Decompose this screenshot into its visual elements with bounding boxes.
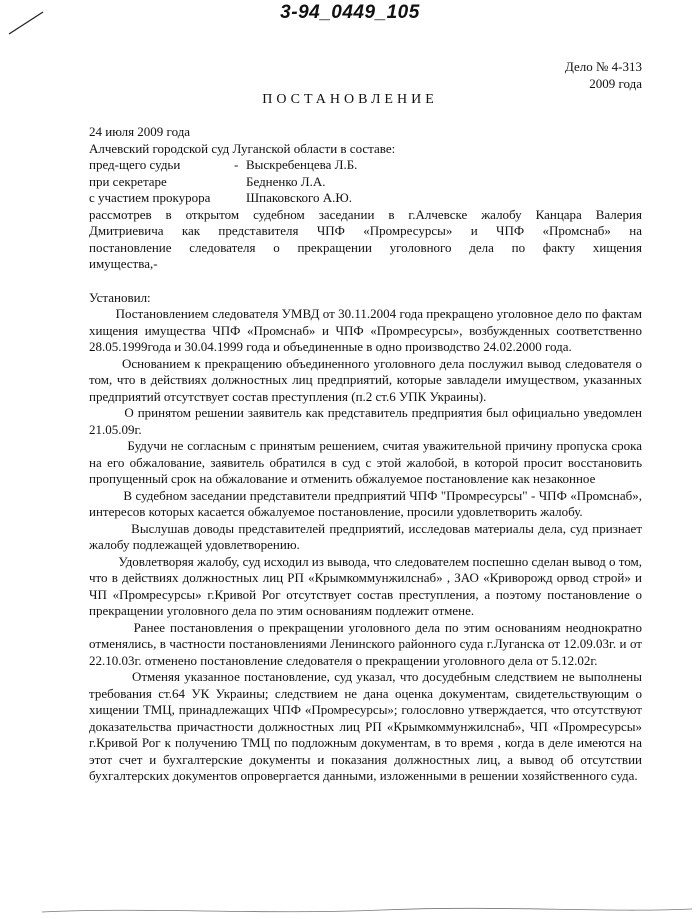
composition-person: Выскребенцева Л.Б. xyxy=(246,157,358,172)
paragraph-text: О принятом решении заявитель как представитель предприятия был официально уведомлен 21.05.09г. xyxy=(89,405,642,437)
paragraph xyxy=(89,785,642,802)
intro-line: постановление следователя о прекращении уголовного дела по факту хищения xyxy=(89,239,642,255)
composition-role: пред-щего судьи xyxy=(89,157,181,172)
section-heading: Установил: xyxy=(89,289,151,305)
composition-dot xyxy=(234,174,246,191)
document-title: ПОСТАНОВЛЕНИЕ xyxy=(262,92,438,107)
paragraph-text: Основанием к прекращению объединенного уголовного дела послужил вывод следователя о том, что в действиях должностных лиц предприятий, которые завладели имуществом, указанных предприятий отсутствует состав преступления (п.2 ст.6 УПК Украины). xyxy=(89,355,642,404)
signature-squiggle xyxy=(2,904,700,918)
document-body xyxy=(89,124,642,801)
intro-line: имущества,- xyxy=(89,256,158,271)
paragraph-text: Отменяя указанное постановление, суд указал, что досудебным следствием не выполнены требования ст.64 УК Украины; следствием не дана оценка документам, свидетельствующим о хищении ТМЦ, принадлежащих ЧПФ «Промресурсы»; голословно утверждается, что отсутствуют доказательства причастности должностных лиц РП «Крымкоммунжилснаб», ЧП «Промресурсы» г.Кривой Рог к получению ТМЦ по подложным документам, в то время , когда в деле имеются на этот счет и бухгалтерские документы и показания должностных лиц, а вывод об отсутствии бухгалтерских документов опровергается данными, изложенными в решении хозяйственного суда. xyxy=(89,669,643,783)
composition-row xyxy=(89,157,642,174)
paragraph-text: В судебном заседании представители предприятий ЧПФ "Промресурсы" - ЧПФ «Промснаб», интересов которых касается обжалуемое постановление, просили удовлетворить жалобу. xyxy=(89,487,642,519)
date-line: 24 июля 2009 года xyxy=(89,124,191,139)
case-stamp: 3-94_0449_105 xyxy=(280,2,420,23)
composition-dot xyxy=(234,190,246,207)
composition-row xyxy=(89,174,642,191)
paragraph xyxy=(89,554,642,620)
paragraph xyxy=(89,306,642,356)
paragraph-text: Удовлетворяя жалобу, суд исходил из вывода, что следователем поспешно сделан вывод о том, что в действиях должностных лиц РП «Крымкоммунжилснаб» , ЗАО «Криворожд орвод строй» и ЧП «Промресурсы» г.Кривой Рог отсутствует состав преступления, а поэтому постановление о прекращении уголовного дела по этим основаниям подлежит отмене. xyxy=(89,553,642,618)
court-line: Алчевский городской суд Луганской области в составе: xyxy=(89,140,396,156)
composition-role: с участием прокурора xyxy=(89,190,211,205)
composition-row xyxy=(89,190,642,207)
intro-line: рассмотрев в открытом судебном заседании в г.Алчевске жалобу Канцара Валерия xyxy=(89,206,642,222)
paragraph xyxy=(89,356,642,406)
paragraph xyxy=(89,405,642,438)
case-year: 2009 года xyxy=(589,76,642,91)
intro-line: Дмитриевича как представителя ЧПФ «Промресурсы» и ЧПФ «Промснаб» на xyxy=(89,223,642,238)
paragraph-text: Постановлением следователя УМВД от 30.11.2004 года прекращено уголовное дело по фактам хищения имущества ЧПФ «Промснаб» и ЧПФ «Промресурсы», возбужденных соответственно 28.05.1999года и 30.04.1999 года и объединенные в одно производство 24.02.2000 года. xyxy=(89,306,642,354)
paragraph xyxy=(89,488,642,521)
paragraph xyxy=(89,620,642,670)
case-number-block xyxy=(565,58,642,92)
case-number: Дело № 4-313 xyxy=(564,59,642,74)
paragraph-text: Будучи не согласным с принятым решением, считая уважительной причину пропуска срока на его обжалование, заявитель обратился в суд с этой жалобой, в которой просит восстановить пропущенный срок на обжалование и отменить обжалуемое постановление как незаконное xyxy=(89,438,643,486)
composition-person: Бедненко Л.А. xyxy=(246,173,326,189)
paragraph xyxy=(89,438,642,488)
paragraph xyxy=(89,669,642,785)
paragraph-text: Ранее постановления о прекращении уголовного дела по этим основаниям неоднократно отменялись, в частности постановлениями Ленинского районного суда г.Луганска от 12.09.03г. и от 22.10.03г. отменено постановление следователя о прекращении уголовного дела от 5.12.02г. xyxy=(89,619,643,668)
composition-person: Шпаковского А.Ю. xyxy=(246,190,352,205)
paragraph xyxy=(89,521,642,554)
paragraph-text: Выслушав доводы представителей предприятий, исследовав материалы дела, суд признает жалобу подлежащей удовлетворению. xyxy=(89,520,643,552)
composition-role: при секретаре xyxy=(89,173,167,189)
composition-dot: - xyxy=(234,157,239,172)
